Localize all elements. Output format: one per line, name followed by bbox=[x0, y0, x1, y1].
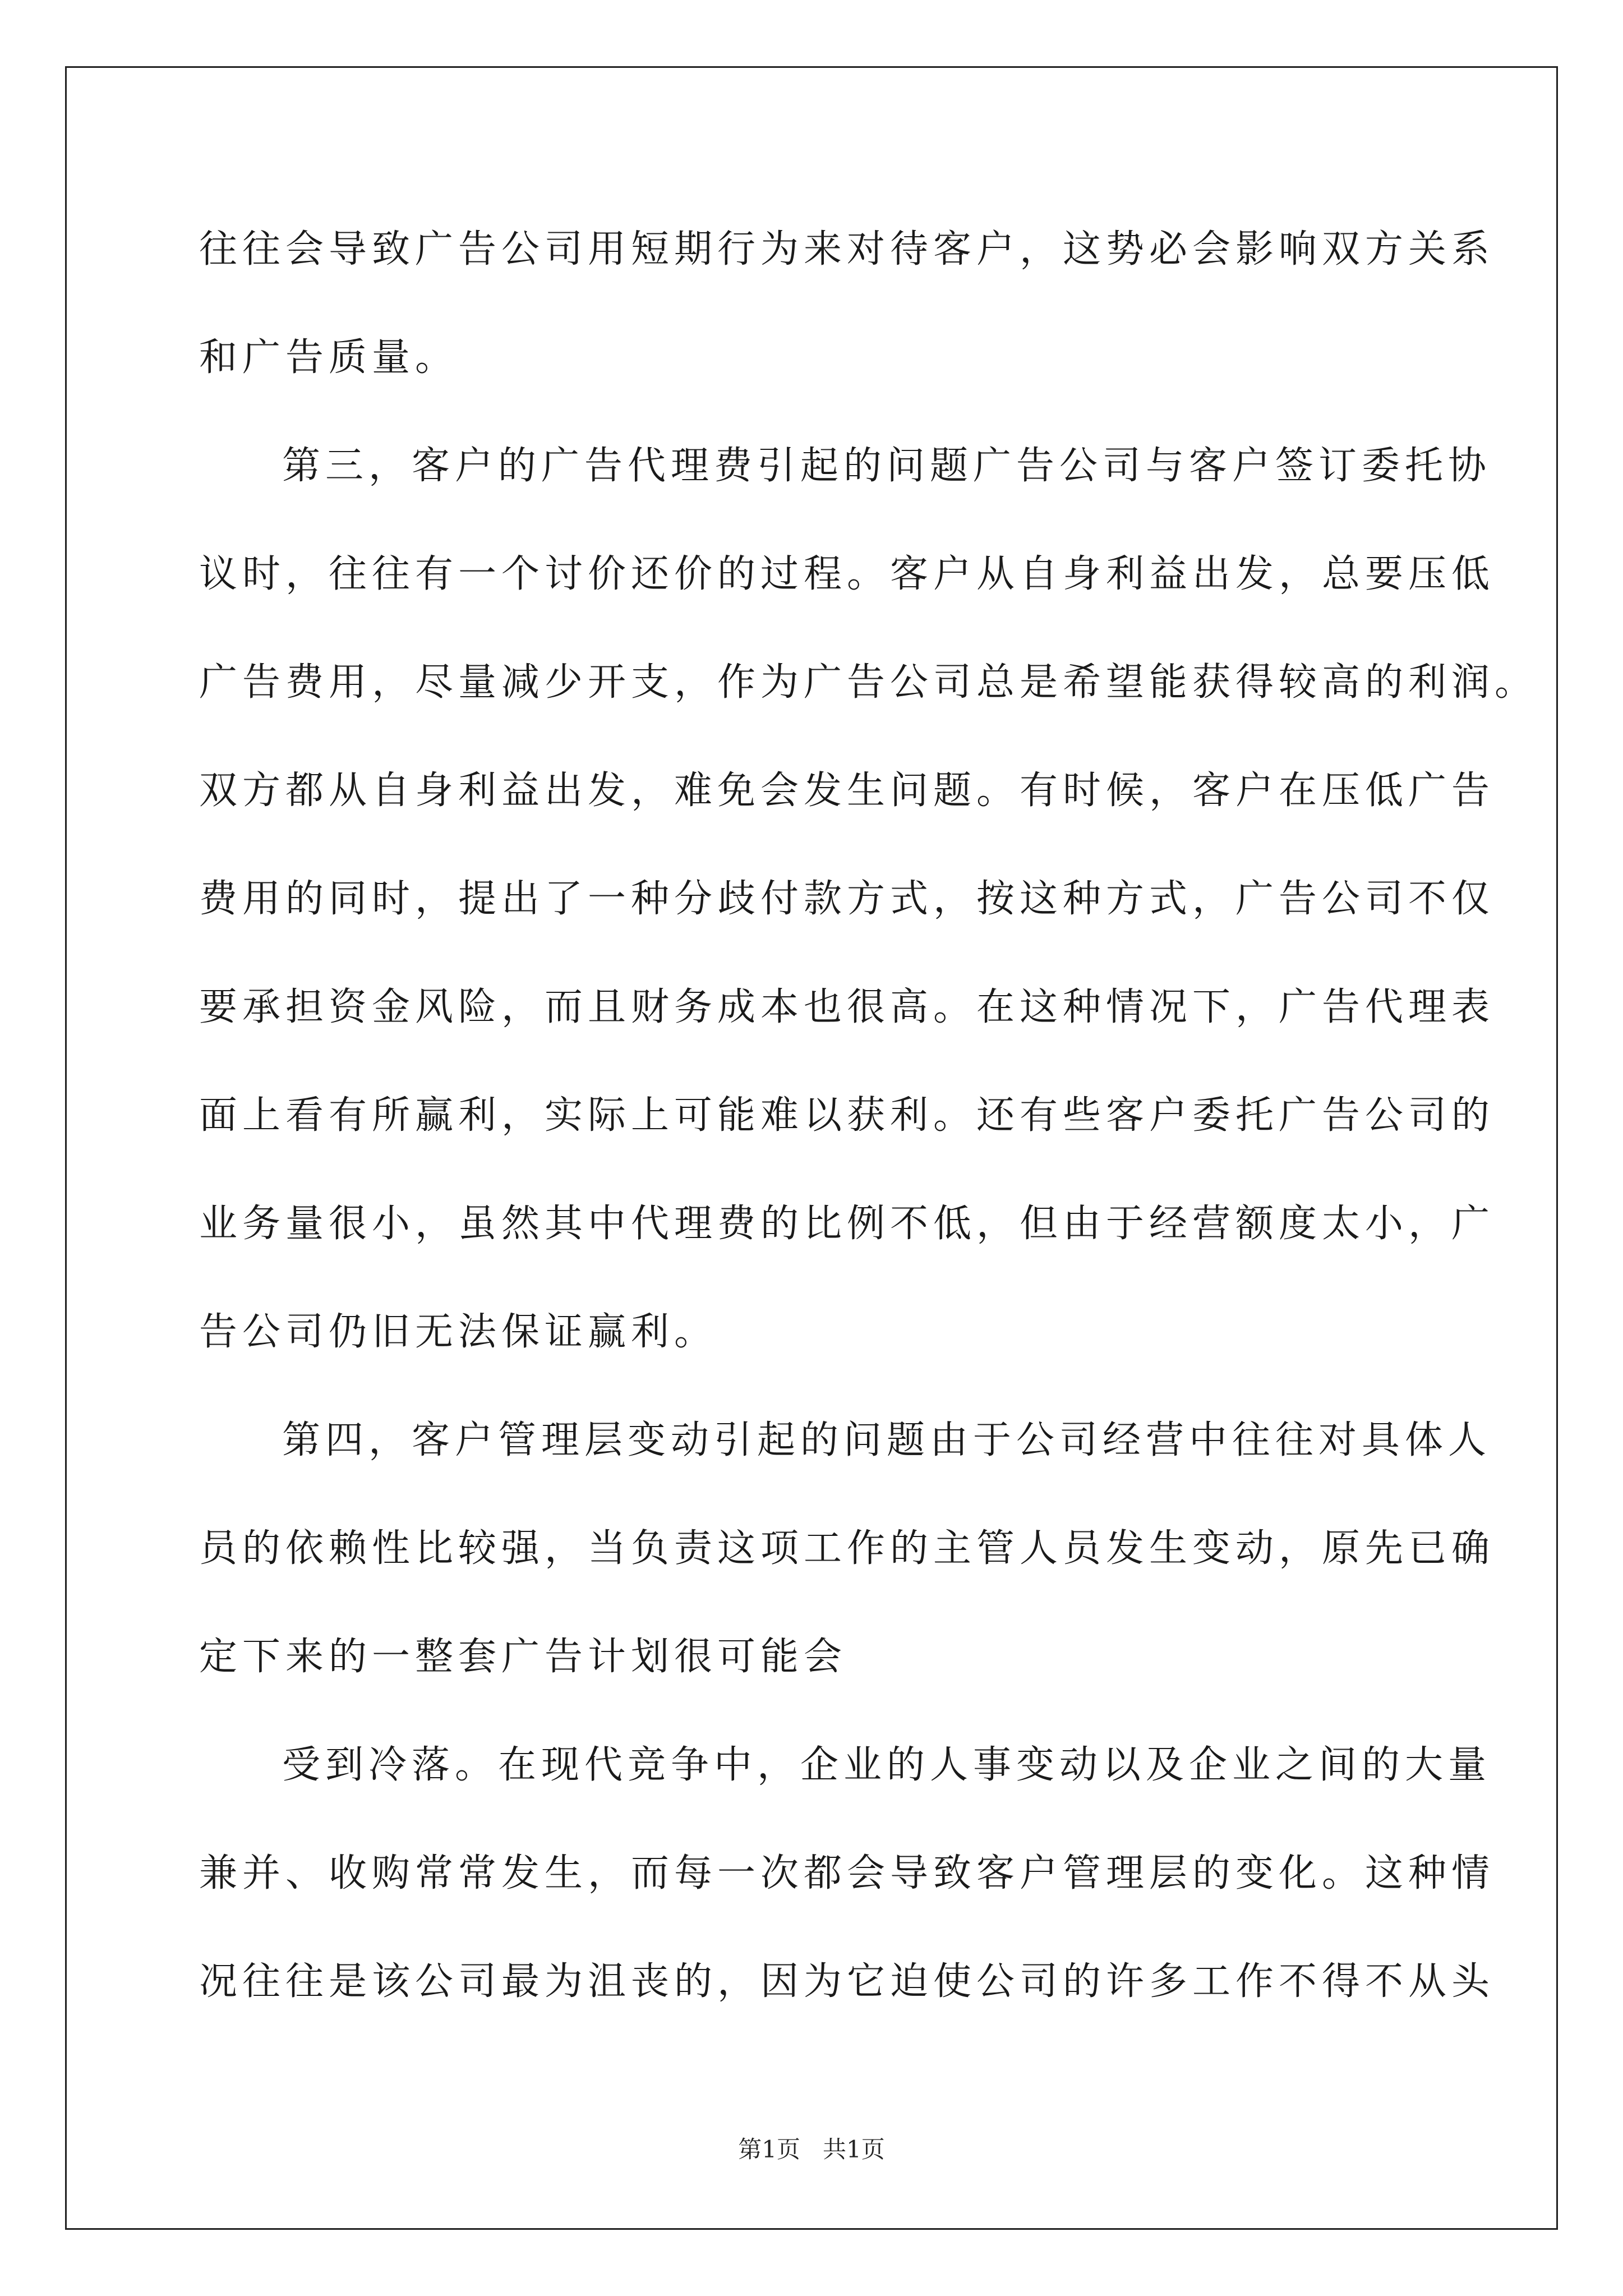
paragraph-start-line: 第四，客户管理层变动引起的问题由于公司经营中往往对具体人 bbox=[282, 1418, 1492, 1462]
text-line: 广告费用，尽量减少开支，作为广告公司总是希望能获得较高的利润。 bbox=[199, 660, 1538, 705]
text-line: 员的依赖性比较强，当负责这项工作的主管人员发生变动，原先已确 bbox=[199, 1526, 1495, 1571]
text-line: 兼并、收购常常发生，而每一次都会导致客户管理层的变化。这种情 bbox=[199, 1851, 1495, 1895]
text-line: 况往往是该公司最为沮丧的，因为它迫使公司的许多工作不得不从头 bbox=[199, 1959, 1495, 2004]
text-line: 双方都从自身利益出发，难免会发生问题。有时候，客户在压低广告 bbox=[199, 769, 1495, 813]
paragraph-start-line: 第三，客户的广告代理费引起的问题广告公司与客户签订委托协 bbox=[282, 444, 1492, 488]
paragraph-start-line: 受到冷落。在现代竞争中，企业的人事变动以及企业之间的大量 bbox=[282, 1743, 1492, 1787]
text-line: 要承担资金风险，而且财务成本也很高。在这种情况下，广告代理表 bbox=[199, 985, 1495, 1029]
text-line: 往往会导致广告公司用短期行为来对待客户，这势必会影响双方关系 bbox=[199, 227, 1495, 272]
text-line: 面上看有所赢利，实际上可能难以获利。还有些客户委托广告公司的 bbox=[199, 1093, 1495, 1138]
text-line: 议时，往往有一个讨价还价的过程。客户从自身利益出发，总要压低 bbox=[199, 552, 1495, 596]
text-line: 定下来的一整套广告计划很可能会 bbox=[199, 1635, 847, 1679]
page-number-footer: 第1页 共1页 bbox=[738, 2136, 885, 2163]
page-border bbox=[65, 66, 1558, 2230]
text-line: 和广告质量。 bbox=[199, 335, 459, 380]
text-line: 告公司仍旧无法保证赢利。 bbox=[199, 1310, 718, 1354]
text-line: 费用的同时，提出了一种分歧付款方式，按这种方式，广告公司不仅 bbox=[199, 877, 1495, 921]
text-line: 业务量很小，虽然其中代理费的比例不低，但由于经营额度太小，广 bbox=[199, 1202, 1495, 1246]
